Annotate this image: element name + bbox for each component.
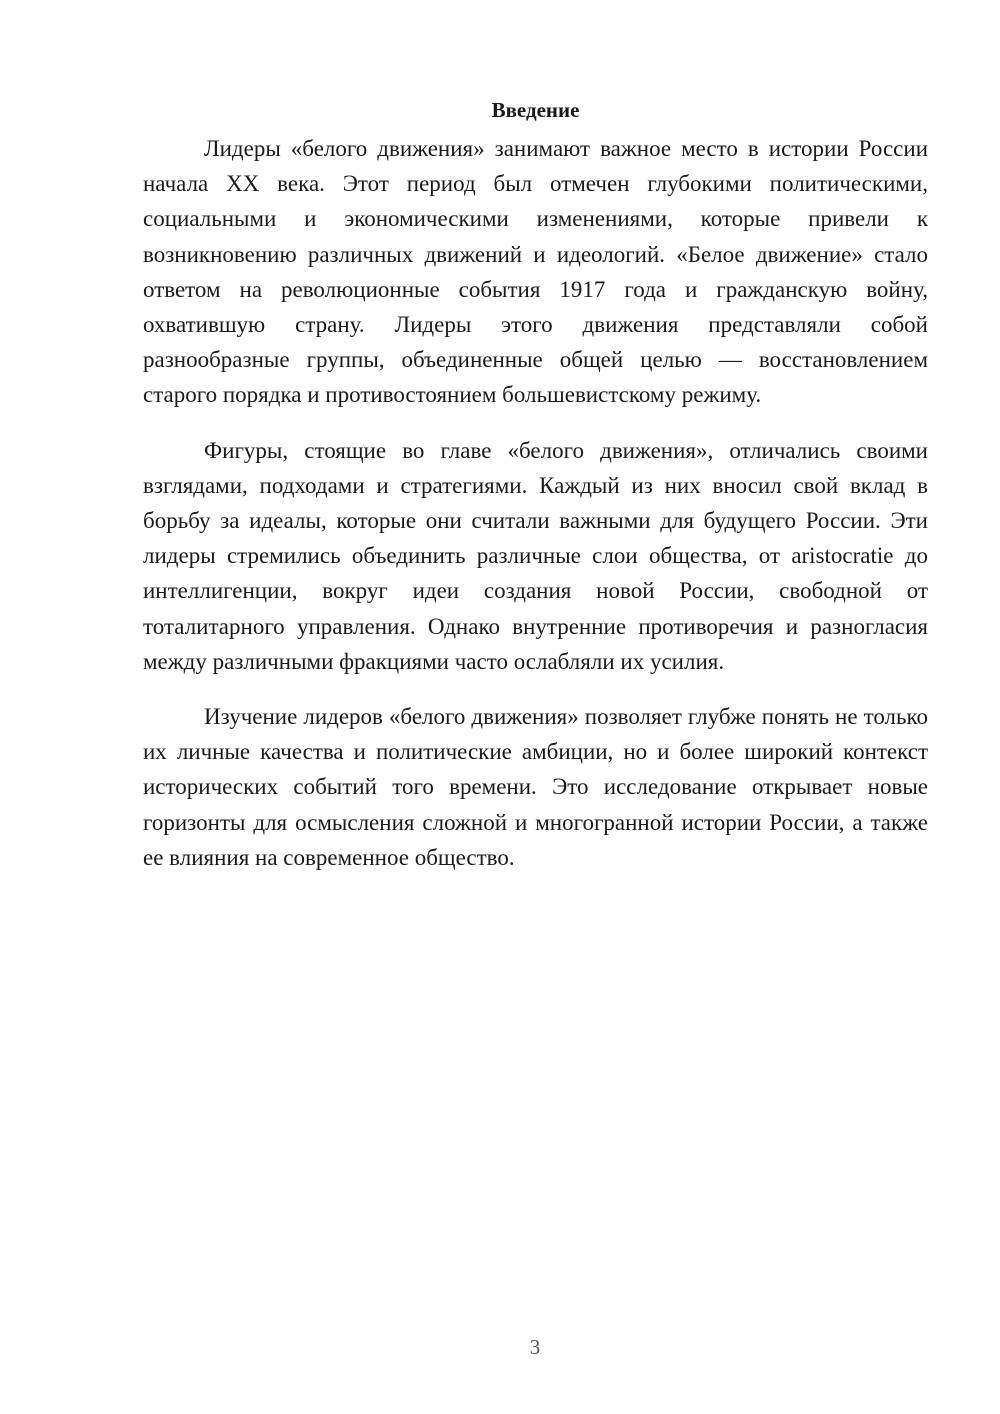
paragraph-1: Лидеры «белого движения» занимают важное место в истории России начала XX века. Этот период был отмечен глубокими политическими, социальными и экономическими изменениями, которые привели к возникновению различных движений и идеологий. «Белое движение» стало ответом на революционные события 1917 года и гражданскую войну, охватившую страну. Лидеры этого движения представляли собой разнообразные группы, объединенные общей целью — восстановлением старого порядка и противостоянием большевистскому режиму. xyxy=(143,136,928,408)
paragraph-3: Изучение лидеров «белого движения» позволяет глубже понять не только их личные качества и политические амбиции, но и более широкий контекст исторических событий того времени. Это исследование открывает новые горизонты для осмысления сложной и многогранной истории России, а также ее влияния на современное общество. xyxy=(143,704,928,870)
paragraph-2: Фигуры, стоящие во главе «белого движения», отличались своими взглядами, подходами и стратегиями. Каждый из них вносил свой вклад в борьбу за идеалы, которые они считали важными для будущего России. Эти лидеры стремились объединить различные слои общества, от aristocratie до интеллигенции, вокруг идеи создания новой России, свободной от тоталитарного управления. Однако внутренние противоречия и разногласия между различными фракциями часто ослабляли их усилия. xyxy=(143,437,928,674)
page-number: 3 xyxy=(529,1335,541,1359)
section-title: Введение xyxy=(491,98,580,122)
page-content xyxy=(143,95,928,895)
